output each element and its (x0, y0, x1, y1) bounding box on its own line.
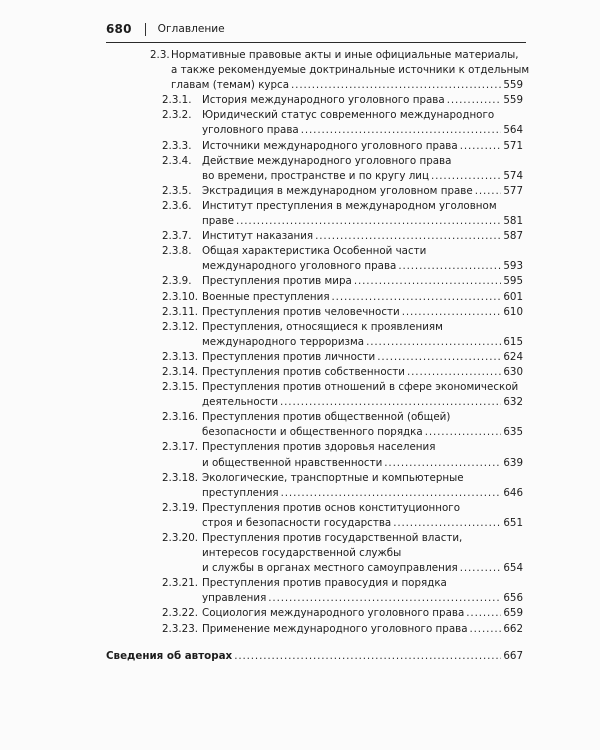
toc-entry-title-line: безопасности и общественного порядка (202, 426, 423, 439)
toc-entry-title-line: и общественной нравственности (202, 456, 383, 469)
toc-entry-body (202, 576, 523, 606)
toc-entry (0, 305, 600, 320)
toc-entry-body (202, 139, 523, 154)
toc-entry-title-line: Преступления против человечности (202, 305, 400, 318)
toc-entry-last-line (202, 123, 523, 138)
toc-entry-body (106, 649, 523, 664)
toc-entry-last-line (202, 169, 523, 184)
toc-entry-number: 2.3.3. (162, 139, 192, 152)
toc-entry-title-line: Преступления, относящиеся к проявлениям (202, 320, 443, 333)
toc-entry-title-line: Нормативные правовые акты и иные официальные материалы, (171, 49, 519, 61)
toc-entry (0, 410, 600, 440)
toc-entry-title-line: Преступления против основ конституционного (202, 501, 461, 514)
dot-leader (280, 395, 501, 410)
toc-entry-page: 577 (503, 184, 523, 197)
toc-entry-title-line: Преступления против отношений в сфере экономической (202, 381, 519, 394)
dot-leader (377, 350, 501, 365)
toc-entry-last-line (202, 229, 523, 244)
toc-entry-number: 2.3.13. (162, 350, 199, 363)
toc-entry-number: 2.3.18. (162, 471, 199, 484)
toc-entry-number: 2.3.4. (162, 154, 192, 167)
toc-entry-title-line: Преступления против собственности (202, 365, 405, 378)
toc-entry-title-line: Экологические, транспортные и компьютерные (202, 471, 464, 484)
dot-leader (460, 561, 502, 576)
toc-entry-page: 581 (503, 215, 523, 228)
toc-entry-number: 2.3.7. (162, 230, 192, 243)
toc-entry-last-line (202, 516, 523, 531)
toc-entry (0, 93, 600, 108)
toc-entry (0, 649, 600, 664)
toc-entry-number: 2.3.6. (162, 199, 192, 212)
toc-entry-last-line (202, 350, 523, 365)
toc-entry-last-line (202, 214, 523, 229)
toc-entry (0, 380, 600, 410)
toc-entry-body (202, 305, 523, 320)
toc-entry-body (202, 274, 523, 289)
toc-entry-body (202, 184, 523, 199)
toc-entry-page: 632 (503, 396, 523, 409)
toc-entry-page: 593 (503, 260, 523, 273)
toc-entry-last-line (202, 395, 523, 410)
toc-entry-page: 587 (503, 230, 523, 243)
toc-entry (0, 184, 600, 199)
toc-entry-last-line (202, 139, 523, 154)
toc-entry-number: 2.3. (150, 49, 170, 61)
toc-entry-page: 571 (503, 139, 523, 152)
running-header-title: Оглавление (157, 23, 225, 35)
toc-entry-page: 651 (503, 516, 523, 529)
toc-entry-title-line: преступления (202, 486, 279, 499)
dot-leader (234, 649, 501, 664)
toc-entry-last-line (202, 456, 523, 471)
toc-entry-title-line: Действие международного уголовного права (202, 154, 452, 167)
dot-leader (431, 169, 501, 184)
toc-entry-title-line: интересов государственной службы (202, 547, 402, 560)
dot-leader (425, 425, 502, 440)
dot-leader (236, 214, 501, 229)
page-number: 680 (106, 22, 132, 36)
toc-entry-body (202, 290, 523, 305)
toc-entry-body (202, 93, 523, 108)
toc-entry-page: 610 (503, 305, 523, 318)
toc-entry-title-line: уголовного права (202, 124, 299, 137)
toc-entry (0, 139, 600, 154)
dot-leader (281, 486, 502, 501)
toc-entry (0, 501, 600, 531)
toc-entry (0, 576, 600, 606)
toc-entry-last-line (202, 365, 523, 380)
toc-entry-body (202, 622, 523, 637)
toc-entry (0, 154, 600, 184)
toc-entry-title-line: Институт преступления в международном уголовном (202, 199, 497, 212)
toc-entry (0, 229, 600, 244)
toc-entry (0, 606, 600, 621)
table-of-contents (0, 48, 600, 664)
toc-entry-body (202, 531, 523, 576)
toc-entry-body (202, 440, 523, 470)
toc-entry-body (202, 229, 523, 244)
toc-entry-last-line (202, 622, 523, 637)
toc-entry-number: 2.3.2. (162, 109, 192, 122)
toc-entry-title-line: Применение международного уголовного права (202, 622, 468, 635)
dot-leader (268, 591, 501, 606)
toc-entry-number: 2.3.20. (162, 532, 199, 544)
toc-entry-last-line (202, 486, 523, 501)
toc-entry-page: 639 (503, 456, 523, 469)
toc-entry-last-line (202, 335, 523, 350)
toc-entry-body (202, 244, 523, 274)
toc-entry-title-line: и службы в органах местного самоуправления (202, 562, 458, 575)
toc-entry-number: 2.3.19. (162, 501, 199, 514)
toc-entry-body (202, 471, 523, 501)
dot-leader (291, 78, 501, 93)
toc-entry-page: 646 (503, 486, 523, 499)
toc-entry-number: 2.3.16. (162, 411, 199, 424)
toc-entry-title-line: История международного уголовного права (202, 94, 445, 107)
toc-entry-title-line: международного терроризма (202, 335, 365, 348)
toc-entry-last-line (202, 259, 523, 274)
toc-entry-title-line: Экстрадиция в международном уголовном праве (202, 184, 473, 197)
toc-entry-page: 667 (503, 649, 523, 662)
toc-entry-title-line: Преступления против мира (202, 275, 352, 288)
toc-entry-title-line: строя и безопасности государства (202, 516, 392, 529)
toc-entry-last-line (202, 606, 523, 621)
toc-entry-title-line: Общая характеристика Особенной части (202, 245, 427, 258)
dot-leader (407, 365, 501, 380)
toc-entry-title-line: Преступления против общественной (общей) (202, 411, 451, 424)
toc-entry-title-line: Институт наказания (202, 230, 314, 243)
toc-entry-title-line: Преступления против государственной власти, (202, 532, 463, 544)
toc-entry-title-line: Преступления против личности (202, 350, 376, 363)
toc-entry-body (202, 199, 523, 229)
toc-entry-title-line: главам (темам) курса (171, 79, 290, 92)
toc-entry-title-line: Военные преступления (202, 290, 330, 303)
dot-leader (384, 456, 501, 471)
dot-leader (402, 305, 502, 320)
toc-entry-last-line (202, 93, 523, 108)
dot-leader (398, 259, 501, 274)
toc-entry-title-line: а также рекомендуемые доктринальные источники к отдельным (171, 64, 530, 77)
toc-entry-number: 2.3.8. (162, 245, 192, 258)
toc-entry (0, 244, 600, 274)
toc-entry (0, 440, 600, 470)
toc-entry (0, 274, 600, 289)
toc-entry-number: 2.3.1. (162, 94, 192, 107)
toc-entry (0, 350, 600, 365)
toc-entry-last-line (202, 274, 523, 289)
toc-entry-page: 624 (503, 350, 523, 363)
toc-entry-body (202, 320, 523, 350)
toc-entry-body (202, 108, 523, 138)
toc-entry-last-line (202, 591, 523, 606)
toc-entry-title-line: международного уголовного права (202, 260, 397, 273)
toc-entry-body (202, 365, 523, 380)
toc-entry-page: 601 (503, 290, 523, 303)
toc-entry-body (202, 154, 523, 184)
toc-entry (0, 471, 600, 501)
dot-leader (466, 606, 501, 621)
toc-entry-number: 2.3.5. (162, 184, 192, 197)
toc-entry-page: 615 (503, 335, 523, 348)
toc-entry-title-line: Сведения об авторах (106, 649, 233, 662)
toc-entry-last-line (106, 649, 523, 664)
toc-entry-number: 2.3.14. (162, 365, 199, 378)
running-header (106, 16, 526, 43)
dot-leader (460, 139, 502, 154)
toc-entry-title-line: Юридический статус современного международного (202, 109, 495, 122)
toc-entry-body (202, 350, 523, 365)
toc-entry (0, 48, 600, 93)
dot-leader (470, 622, 502, 637)
toc-entry-page: 630 (503, 365, 523, 378)
dot-leader (354, 274, 502, 289)
toc-entry-number: 2.3.21. (162, 577, 199, 590)
toc-entry (0, 108, 600, 138)
dot-leader (332, 290, 502, 305)
toc-entry-title-line: управления (202, 592, 267, 605)
dot-leader (301, 123, 502, 138)
toc-entry-page: 564 (503, 124, 523, 137)
toc-entry (0, 365, 600, 380)
dot-leader (447, 93, 502, 108)
toc-entry-page: 659 (503, 607, 523, 620)
toc-entry-page: 656 (503, 592, 523, 605)
header-separator (145, 23, 146, 36)
toc-entry-page: 635 (503, 426, 523, 439)
toc-entry-number: 2.3.11. (162, 305, 199, 318)
toc-entry-number: 2.3.10. (162, 290, 199, 303)
toc-entry-number: 2.3.9. (162, 275, 192, 288)
toc-entry-number: 2.3.23. (162, 622, 199, 635)
toc-entry-page: 662 (503, 622, 523, 635)
toc-entry-page: 574 (503, 169, 523, 182)
toc-entry (0, 531, 600, 576)
toc-entry (0, 199, 600, 229)
toc-entry (0, 320, 600, 350)
toc-entry-title-line: во времени, пространстве и по кругу лиц (202, 169, 429, 182)
toc-entry-body (202, 410, 523, 440)
toc-entry (0, 622, 600, 637)
dot-leader (475, 184, 502, 199)
toc-entry-number: 2.3.22. (162, 607, 199, 620)
toc-entry-title-line: праве (202, 215, 234, 228)
toc-entry-last-line (171, 78, 523, 93)
toc-entry-body (202, 501, 523, 531)
toc-entry-number: 2.3.15. (162, 381, 199, 394)
toc-entry-body (202, 380, 523, 410)
dot-leader (315, 229, 501, 244)
toc-entry-title-line: Социология международного уголовного права (202, 607, 465, 620)
toc-entry-last-line (202, 561, 523, 576)
toc-entry-page: 559 (503, 79, 523, 92)
toc-entry (0, 290, 600, 305)
toc-entry-number: 2.3.12. (162, 320, 199, 333)
toc-entry-title-line: Источники международного уголовного права (202, 139, 458, 152)
dot-leader (393, 516, 501, 531)
toc-entry-page: 559 (503, 94, 523, 107)
toc-entry-last-line (202, 305, 523, 320)
toc-entry-page: 595 (503, 275, 523, 288)
toc-entry-number: 2.3.17. (162, 441, 199, 454)
toc-entry-title-line: Преступления против правосудия и порядка (202, 577, 447, 590)
toc-entry-title-line: деятельности (202, 396, 279, 409)
toc-entry-last-line (202, 290, 523, 305)
toc-entry-body (202, 606, 523, 621)
toc-entry-last-line (202, 184, 523, 199)
toc-entry-page: 654 (503, 562, 523, 575)
dot-leader (366, 335, 501, 350)
toc-entry-body (171, 48, 530, 93)
toc-entry-title-line: Преступления против здоровья населения (202, 441, 436, 454)
toc-entry-last-line (202, 425, 523, 440)
